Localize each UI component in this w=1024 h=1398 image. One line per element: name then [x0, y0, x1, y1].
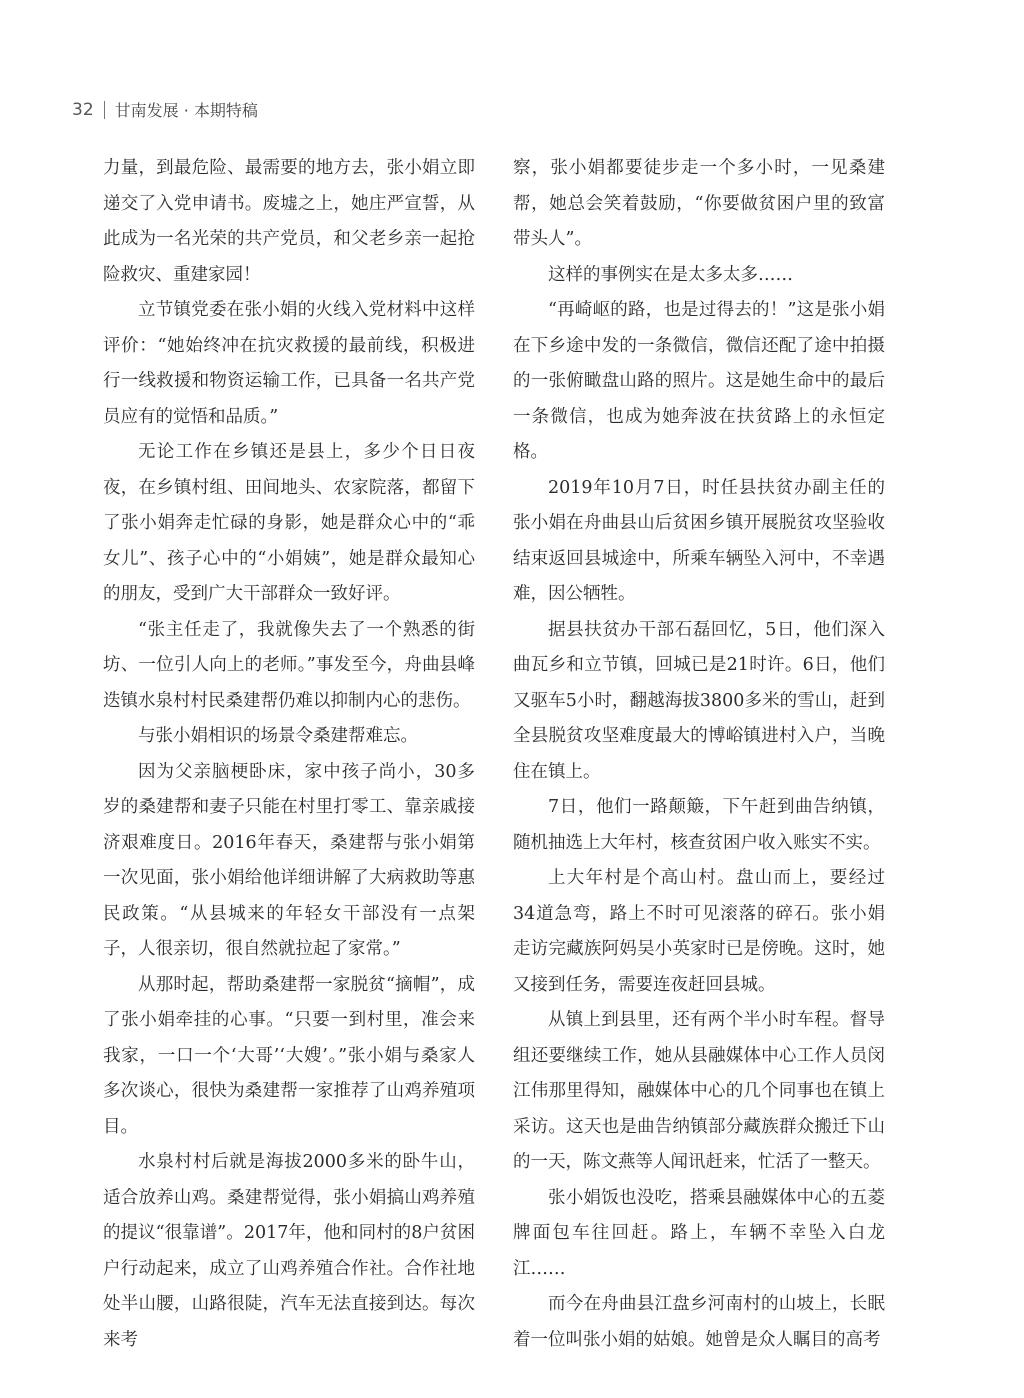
paragraph: 力量，到最危险、最需要的地方去，张小娟立即递交了入党申请书。废墟之上，她庄严宣誓，从此成为一名光荣的共产党员，和父老乡亲一起抢险救灾、重建家园！: [103, 158, 475, 285]
paragraph: 因为父亲脑梗卧床，家中孩子尚小，30多岁的桑建帮和妻子只能在村里打零工、靠亲戚接济艰难度日。2016年春天，桑建帮与张小娟第一次见面，张小娟给他详细讲解了大病救助等惠民政策。“从县城来的年轻女干部没有一点架子，人很亲切，很自然就拉起了家常。”: [103, 761, 475, 959]
paragraph: 与张小娟相识的场景令桑建帮难忘。: [138, 726, 418, 746]
paragraph: “张主任走了，我就像失去了一个熟悉的街坊、一位引人向上的老师。”事发至今，舟曲县峰迭镇水泉村村民桑建帮仍难以抑制内心的悲伤。: [103, 619, 475, 711]
paragraph: 上大年村是个高山村。盘山而上，要经过34道急弯，路上不时可见滚落的碎石。张小娟走访完藏族阿妈吴小英家时已是傍晚。这时，她又接到任务，需要连夜赶回县城。: [513, 868, 885, 995]
paragraph: 立节镇党委在张小娟的火线入党材料中这样评价：“她始终冲在抗灾救援的最前线，积极进行一线救援和物资运输工作，已具备一名共产党员应有的觉悟和品质。”: [103, 300, 475, 427]
right-column: [513, 151, 885, 1358]
paragraph: 从镇上到县里，还有两个半小时车程。督导组还要继续工作，她从县融媒体中心工作人员闵江伟那里得知，融媒体中心的几个同事也在镇上采访。这天也是曲告纳镇部分藏族群众搬迁下山的一天，陈文燕等人闻讯赶来，忙活了一整天。: [513, 1010, 885, 1172]
paragraph: 据县扶贫办干部石磊回忆，5日，他们深入曲瓦乡和立节镇，回城已是21时许。6日，他们又驱车5小时，翻越海拔3800多米的雪山，赶到全县脱贫攻坚难度最大的博峪镇进村入户，当晚住在镇上。: [513, 619, 885, 782]
paragraph: 2019年10月7日，时任县扶贫办副主任的张小娟在舟曲县山后贫困乡镇开展脱贫攻坚验收结束返回县城途中，所乘车辆坠入河中，不幸遇难，因公牺牲。: [513, 477, 885, 604]
paragraph: 察，张小娟都要徒步走一个多小时，一见桑建帮，她总会笑着鼓励，“你要做贫困户里的致富带头人”。: [513, 158, 885, 249]
paragraph: “再崎岖的路，也是过得去的！”这是张小娟在下乡途中发的一条微信，微信还配了途中拍摄的一张俯瞰盘山路的照片。这是她生命中的最后一条微信，也成为她奔波在扶贫路上的永恒定格。: [513, 300, 885, 462]
paragraph: 而今在舟曲县江盘乡河南村的山坡上，长眠着一位叫张小娟的姑娘。她曾是众人瞩目的高考: [513, 1294, 885, 1350]
page-number: 32: [72, 99, 94, 120]
section-title: 甘南发展 · 本期特稿: [114, 101, 258, 120]
paragraph: 7日，他们一路颠簸，下午赶到曲告纳镇，随机抽选上大年村，核查贫困户收入账实不实。: [513, 797, 885, 853]
paragraph: 无论工作在乡镇还是县上，多少个日日夜夜，在乡镇村组、田间地头、农家院落，都留下了张小娟奔走忙碌的身影，她是群众心中的“乖女儿”、孩子心中的“小娟姨”，她是群众最知心的朋友，受到广大干部群众一致好评。: [103, 442, 475, 604]
paragraph: 张小娟饭也没吃，搭乘县融媒体中心的五菱牌面包车往回赶。路上，车辆不幸坠入白龙江……: [513, 1187, 885, 1279]
header-divider: [104, 101, 105, 119]
running-header: [72, 98, 258, 121]
paragraph: 水泉村村后就是海拔2000多米的卧牛山，适合放养山鸡。桑建帮觉得，张小娟搞山鸡养殖的提议“很靠谱”。2017年，他和同村的8户贫困户行动起来，成立了山鸡养殖合作社。合作社地处半山腰，山路很陡，汽车无法直接到达。每次来考: [103, 1152, 475, 1350]
paragraph: 这样的事例实在是太多太多……: [548, 264, 793, 285]
left-column: [103, 151, 475, 1358]
paragraph: 从那时起，帮助桑建帮一家脱贫“摘帽”，成了张小娟牵挂的心事。“只要一到村里，准会来我家，一口一个‘大哥’‘大嫂’。”张小娟与桑家人多次谈心，很快为桑建帮一家推荐了山鸡养殖项目。: [103, 974, 475, 1137]
